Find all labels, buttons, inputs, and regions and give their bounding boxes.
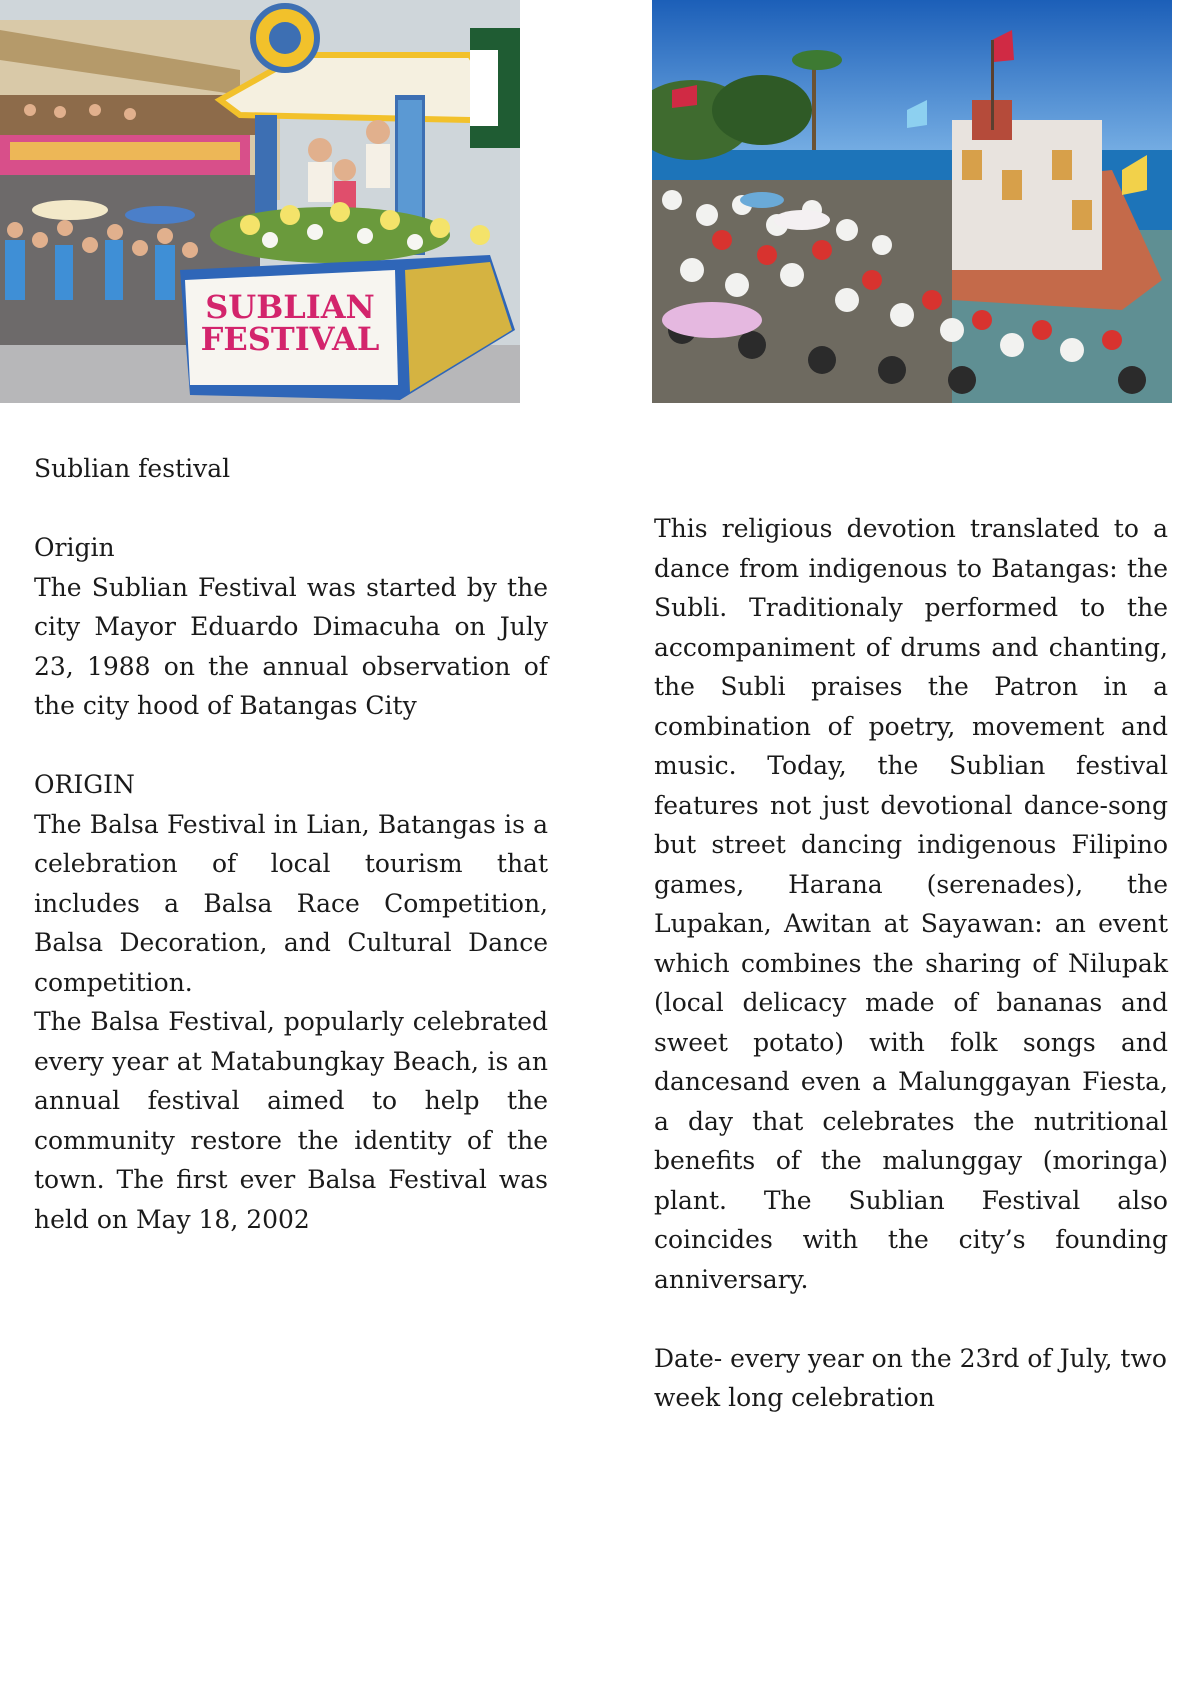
date-paragraph: Date- every year on the 23rd of July, two week long celebration <box>654 1343 1167 1412</box>
origin-heading: Origin <box>34 533 115 562</box>
svg-text:FESTIVAL: FESTIVAL <box>200 320 380 358</box>
river-festival-photo <box>652 0 1172 403</box>
right-text-column <box>654 509 1168 1418</box>
origin-heading-2: ORIGIN <box>34 770 135 799</box>
left-text-column <box>34 449 548 1239</box>
balsa-paragraph-1: The Balsa Festival in Lian, Batangas is a celebration of local tourism that includes a Balsa Race Competition, Balsa Decoration, and Cultural Dance competition. <box>34 809 548 997</box>
origin-paragraph: The Sublian Festival was started by the city Mayor Eduardo Dimacuha on July 23, 1988 on the annual observation of the city hood of Batangas City <box>34 572 548 720</box>
svg-text:SUBLIAN: SUBLIAN <box>205 288 375 326</box>
sublian-float-photo <box>0 0 520 403</box>
river-photo-illustration <box>652 0 1172 403</box>
devotion-paragraph: This religious devotion translated to a dance from indigenous to Batangas: the Subli. Traditionaly performed to the accompaniment of drums and chanting, the Subli praises the Patron in a combination of poetry, movement and music. Today, the Sublian festival features not just devotional dance-song but street dancing indigenous Filipino games, Harana (serenades), the Lupakan, Awitan at Sayawan: an event which combines the sharing of Nilupak (local delicacy made of bananas and sweet potato) with folk songs and dancesand even a Malunggayan Fiesta, a day that celebrates the nutritional benefits of the malunggay (moringa) plant. The Sublian Festival also coincides with the city’s founding anniversary. <box>654 514 1168 1294</box>
float-photo-illustration <box>0 0 520 403</box>
document-title: Sublian festival <box>34 454 231 483</box>
balsa-paragraph-2: The Balsa Festival, popularly celebrated every year at Matabungkay Beach, is an annual festival aimed to help the community restore the identity of the town. The first ever Balsa Festival was held on May 18, 2002 <box>34 1007 548 1234</box>
